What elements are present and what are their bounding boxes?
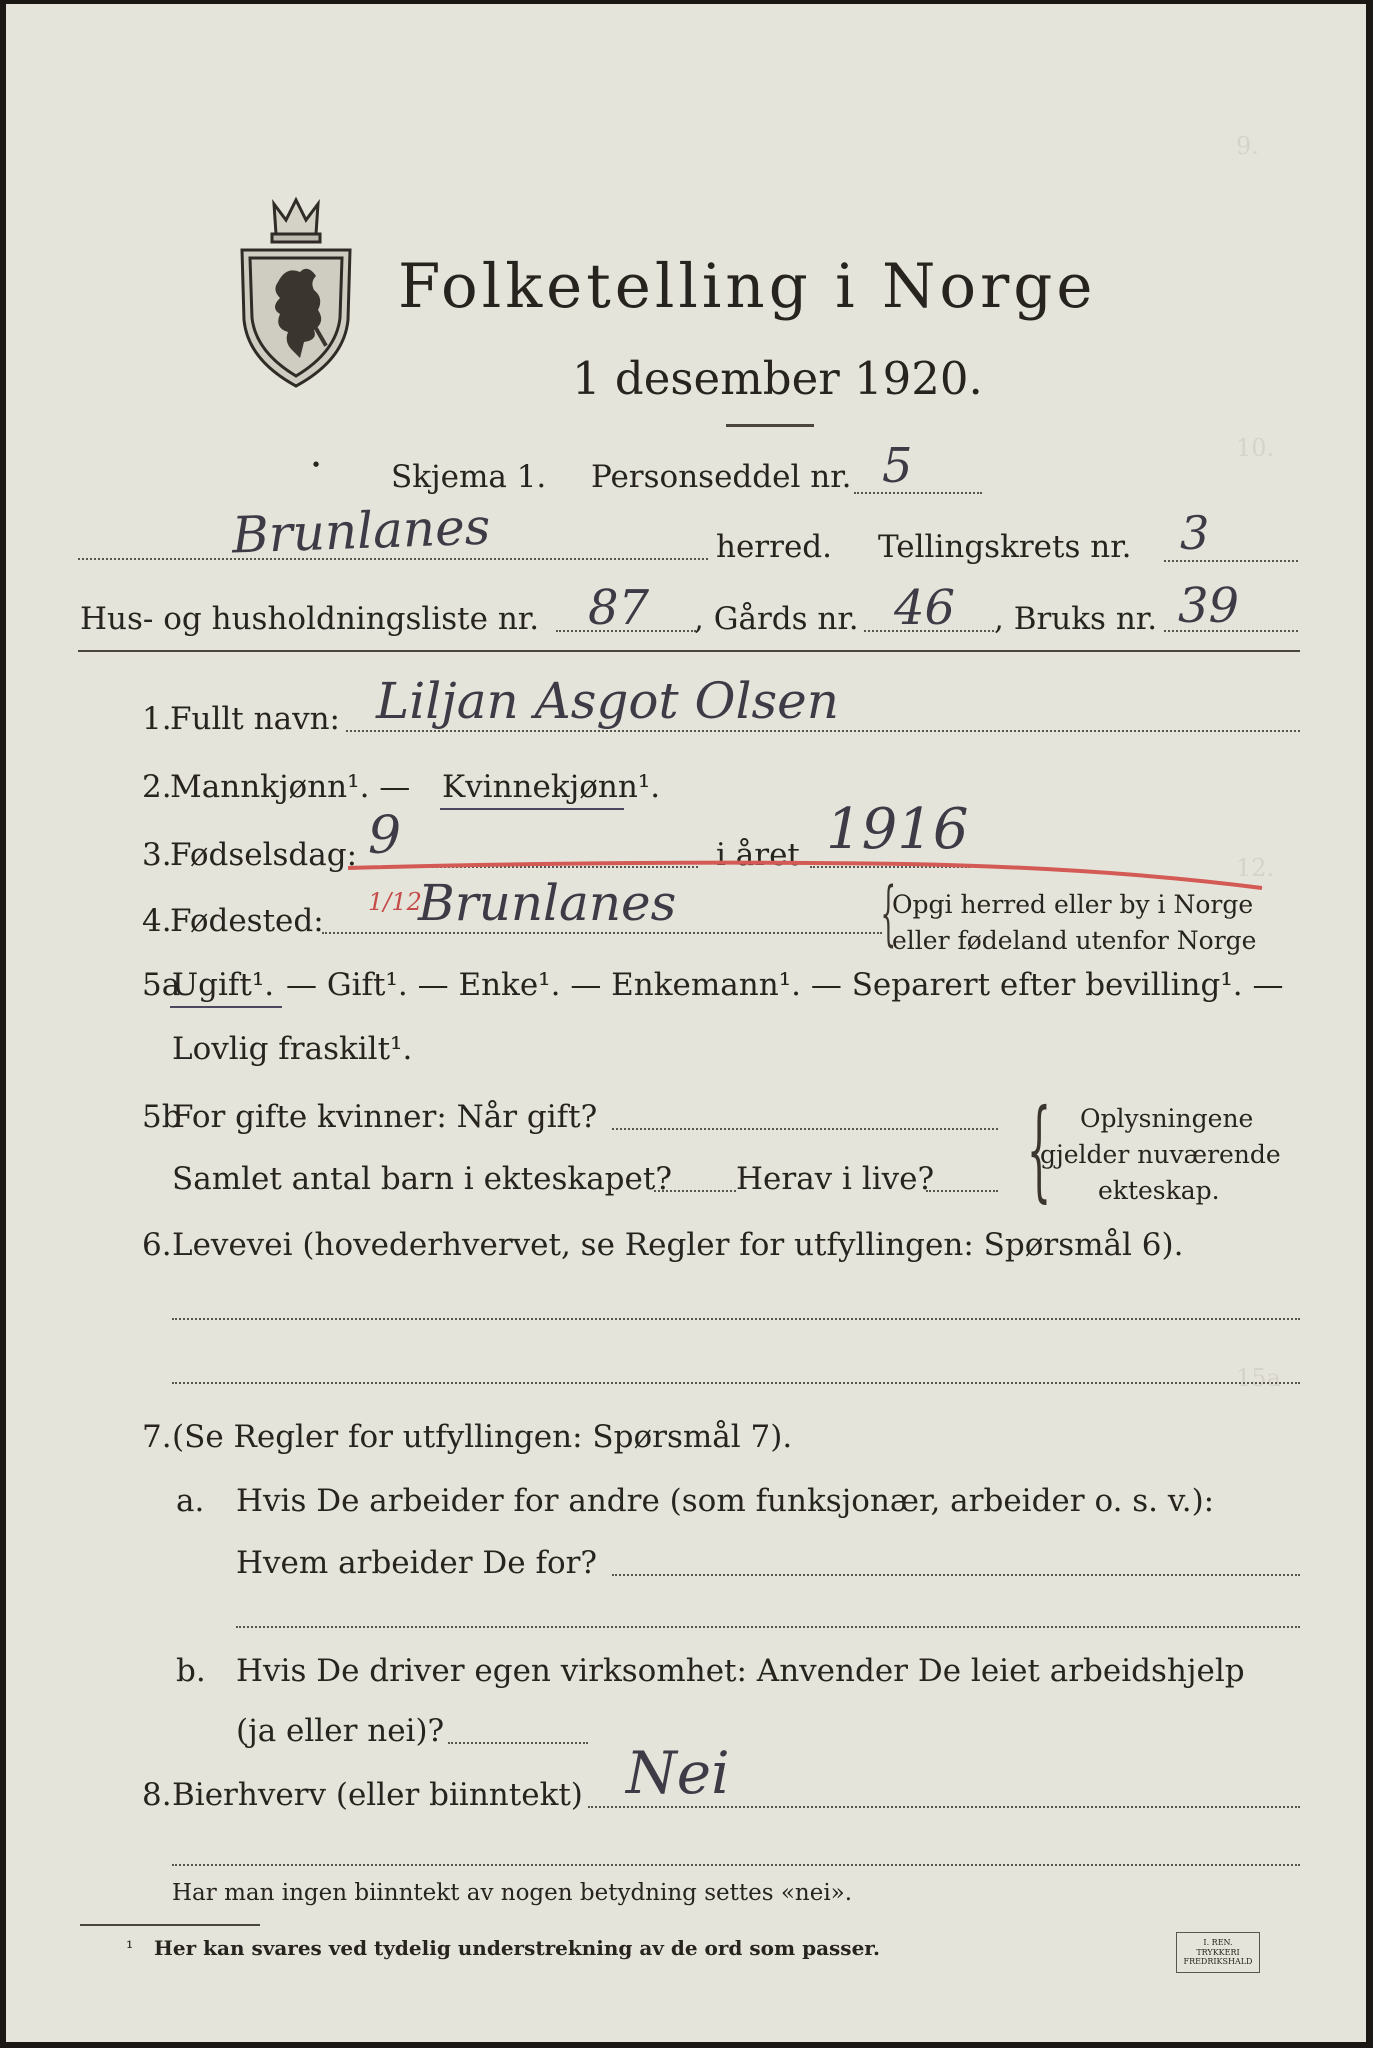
birthplace-note-line2: eller fødeland utenfor Norge: [892, 926, 1257, 955]
marital-divorced-label: Lovlig fraskilt¹.: [172, 1031, 413, 1067]
marriage-note-brace: {: [1026, 1085, 1052, 1213]
children-total-label: Samlet antal barn i ekteskapet?: [172, 1161, 672, 1197]
form-title: Folketelling i Norge: [398, 251, 1097, 322]
q5b-number: 5b: [142, 1099, 182, 1135]
herred-value: Brunlanes: [231, 497, 492, 565]
marriage-note-line3: ekteskap.: [1098, 1176, 1220, 1205]
birth-year-value: 1916: [826, 797, 969, 862]
bleed-through: 12.: [1236, 854, 1275, 882]
q1-number: 1.: [142, 701, 172, 737]
norwegian-lion-coat-of-arms-icon: [234, 190, 358, 390]
bruks-label: , Bruks nr.: [994, 601, 1158, 637]
employer-line-2: [236, 1626, 1300, 1628]
birth-day-value: 9: [368, 806, 402, 866]
employer-line-1: [612, 1574, 1300, 1576]
occupation-line-2: [172, 1382, 1300, 1384]
q4-number: 4.: [142, 903, 172, 939]
tellingskrets-value: 3: [1180, 506, 1210, 560]
children-total-line: [654, 1190, 736, 1192]
q7a-number: a.: [176, 1483, 205, 1519]
bullet-mark: ●: [313, 460, 320, 468]
birthplace-note-brace: {: [880, 872, 897, 954]
married-when-line: [612, 1128, 998, 1130]
census-date: 1 desember 1920.: [572, 352, 983, 405]
children-alive-label: Herav i live?: [736, 1161, 935, 1197]
occupation-line-1: [172, 1318, 1300, 1320]
full-name-label: Fullt navn:: [170, 701, 340, 737]
employee-question: Hvis De arbeider for andre (som funksjonær, arbeider o. s. v.):: [236, 1483, 1215, 1519]
married-when-label: For gifte kvinner: Når gift?: [172, 1099, 598, 1135]
personseddel-line: [854, 492, 982, 494]
census-form-page: [6, 4, 1366, 2042]
marriage-note-line2: gjelder nuværende: [1040, 1140, 1281, 1169]
gender-female-underline: [440, 808, 624, 810]
employer-label: Hvem arbeider De for?: [236, 1545, 598, 1581]
footnote-mark: ¹: [126, 1938, 134, 1959]
self-employed-question: Hvis De driver egen virksomhet: Anvender De leiet arbeidshjelp: [236, 1653, 1245, 1689]
title-divider: [726, 424, 814, 427]
tellingskrets-label: Tellingskrets nr.: [878, 529, 1132, 565]
side-income-label: Bierhverv (eller biinntekt): [172, 1777, 583, 1813]
bleed-through: 9.: [1236, 132, 1259, 160]
side-income-note: Har man ingen biinntekt av nogen betydning settes «nei».: [172, 1880, 853, 1906]
birth-day-label: Fødselsdag:: [170, 837, 358, 873]
occupation-label: Levevei (hovederhvervet, se Regler for utfyllingen: Spørsmål 6).: [172, 1227, 1184, 1263]
birthplace-correction-mark: 1/12: [368, 888, 422, 916]
footnote-text: Her kan svares ved tydelig understrekning av de ord som passer.: [154, 1936, 880, 1960]
bruks-value: 39: [1178, 578, 1240, 634]
footnote-rule: [80, 1924, 260, 1926]
gender-male-label: Mannkjønn¹. —: [170, 769, 411, 805]
q2-number: 2.: [142, 769, 172, 805]
gards-value: 46: [894, 580, 956, 636]
household-list-label: Hus- og husholdningsliste nr.: [80, 601, 540, 637]
q7-number: 7.: [142, 1419, 172, 1455]
side-income-line-2: [172, 1864, 1300, 1866]
herred-label: herred.: [716, 529, 832, 565]
bleed-through: 10.: [1236, 434, 1275, 462]
q5a-number: 5a: [142, 967, 181, 1003]
marriage-note-line1: Oplysningene: [1080, 1104, 1254, 1133]
children-alive-line: [926, 1190, 998, 1192]
hired-help-line: [448, 1742, 588, 1744]
gender-female-label: Kvinnekjønn¹.: [442, 769, 661, 805]
personseddel-label: Personseddel nr.: [591, 459, 852, 495]
schema-label: Skjema 1.: [391, 459, 547, 495]
full-name-line: [346, 730, 1300, 732]
bleed-through: 15a: [1236, 1364, 1281, 1392]
birthplace-line: [322, 932, 882, 934]
personseddel-value: 5: [882, 438, 913, 494]
marital-options: — Gift¹. — Enke¹. — Enkemann¹. — Separert efter bevilling¹. —: [286, 967, 1284, 1003]
printer-stamp: I. REN. TRYKKERI FREDRIKSHALD: [1176, 1932, 1260, 1973]
birthplace-note-line1: Opgi herred eller by i Norge: [892, 890, 1254, 919]
marital-unmarried-label: Ugift¹.: [172, 967, 275, 1003]
birthplace-label: Fødested:: [170, 903, 324, 939]
employment-rules-label: (Se Regler for utfyllingen: Spørsmål 7).: [172, 1419, 793, 1455]
gards-label: , Gårds nr.: [694, 601, 859, 637]
birthplace-value: Brunlanes: [418, 874, 677, 932]
tellingskrets-line: [1164, 560, 1298, 562]
marital-unmarried-underline: [170, 1006, 282, 1008]
q3-number: 3.: [142, 837, 172, 873]
hired-help-label: (ja eller nei)?: [236, 1713, 445, 1749]
header-rule: [78, 650, 1300, 652]
q7b-number: b.: [176, 1653, 206, 1689]
household-list-value: 87: [588, 580, 650, 636]
birth-year-label: i året: [716, 837, 800, 873]
q6-number: 6.: [142, 1227, 172, 1263]
side-income-value: Nei: [626, 1739, 730, 1807]
full-name-value: Liljan Asgot Olsen: [376, 672, 839, 730]
q8-number: 8.: [142, 1777, 172, 1813]
